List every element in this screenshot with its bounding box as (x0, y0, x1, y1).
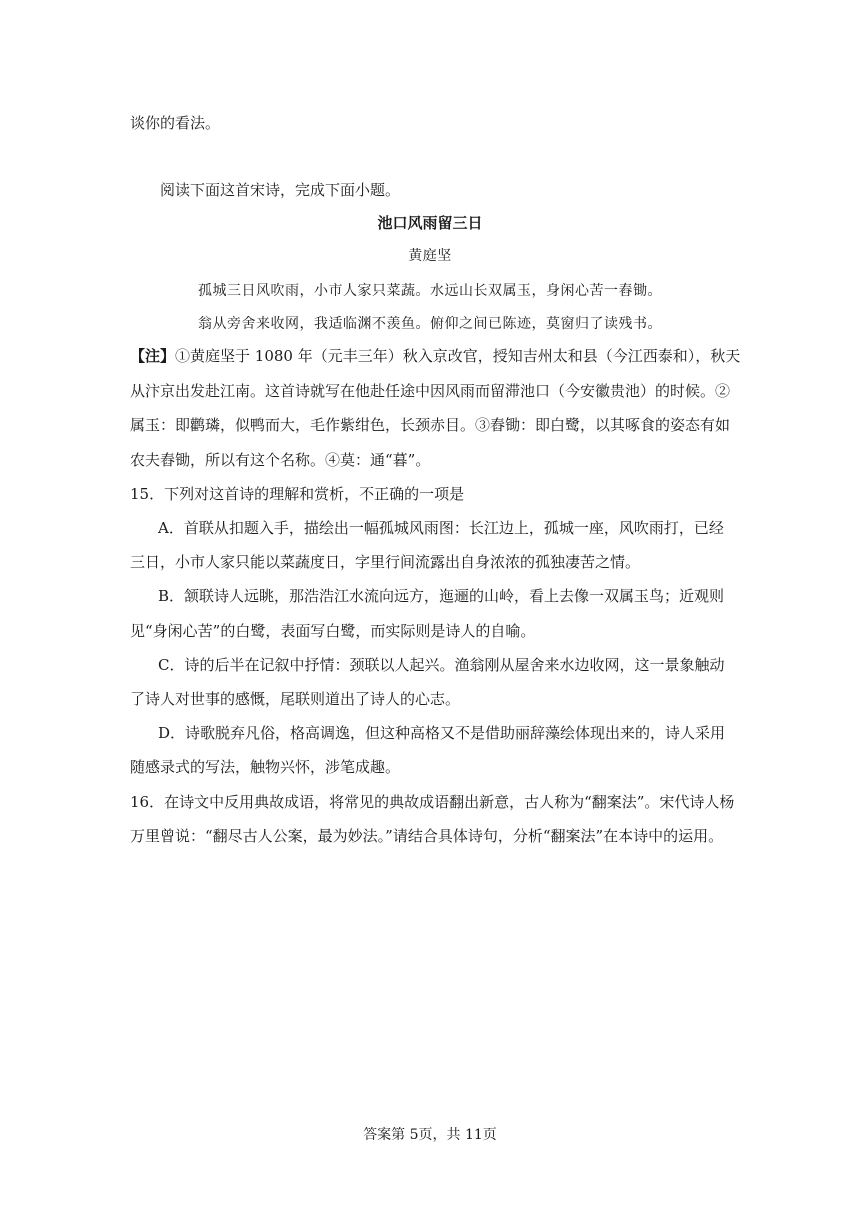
reading-instruction: 阅读下面这首宋诗，完成下面小题。 (160, 181, 401, 199)
poem-title: 池口风雨留三日 (377, 214, 483, 232)
intro-tail: 谈你的看法。 (130, 114, 221, 132)
q15-option-d-line-2: 随感录式的写法，触物兴怀，涉笔成趣。 (130, 758, 401, 776)
q15-option-b-line-2: 见“身闲心苦”的白鹭，表面写白鹭，而实际则是诗人的自喻。 (130, 622, 536, 640)
q15-option-a-line-2: 三日，小市人家只能以菜蔬度日，字里行间流露出自身浓浓的孤独凄苦之情。 (130, 553, 641, 571)
poem-author: 黄庭坚 (408, 248, 452, 264)
q15-option-a-line-1: A．首联从扣题入手，描绘出一幅孤城风雨图：长江边上，孤城一座，风吹雨打，已经 (158, 519, 724, 537)
q16-line-1: 16．在诗文中反用典故成语，将常见的典故成语翻出新意，古人称为“翻案法”。宋代诗人杨 (130, 793, 735, 811)
q16-line-2: 万里曾说：“翻尽古人公案，最为妙法。”请结合具体诗句，分析“翻案法”在本诗中的运用。 (130, 827, 724, 845)
q15-option-c-line-2: 了诗人对世事的感慨，尾联则道出了诗人的心志。 (130, 690, 461, 708)
note-line-3: 属玉：即鹳璘，似鸭而大，毛作紫绀色，长颈赤目。③舂锄：即白鹭，以其啄食的姿态有如 (130, 416, 731, 434)
note-line-1 (130, 346, 740, 366)
q15-option-b-line-1: B．颔联诗人远眺，那浩浩江水流向远方，迤逦的山岭，看上去像一双属玉鸟；近观则 (158, 587, 725, 605)
q15-stem: 15．下列对这首诗的理解和赏析，不正确的一项是 (130, 485, 465, 503)
q15-option-d-line-1: D．诗歌脱弃凡俗，格高调逸，但这种高格又不是借助丽辞藻绘体现出来的，诗人采用 (158, 724, 726, 742)
poem-line-1: 孤城三日风吹雨，小市人家只菜蔬。水远山长双属玉，身闲心苦一舂锄。 (198, 283, 662, 299)
page-footer: 答案第 5页，共 11页 (363, 1127, 497, 1143)
note-line-2: 从汴京出发赴江南。这首诗就写在他赴任途中因风雨而留滞池口（今安徽贵池）的时候。② (130, 382, 731, 400)
poem-line-2: 翁从旁舍来收网，我适临渊不羡鱼。俯仰之间已陈迹，莫窗归了读残书。 (198, 316, 662, 332)
note-tag: 【注】 (130, 347, 176, 365)
note-text-1: ①黄庭坚于 1080 年（元丰三年）秋入京改官，授知吉州太和县（今江西泰和），秋天 (175, 347, 741, 365)
q15-option-c-line-1: C．诗的后半在记叙中抒情：颈联以人起兴。渔翁刚从屋舍来水边收网，这一景象触动 (158, 656, 725, 674)
note-line-4: 农夫舂锄，所以有这个名称。④莫：通“暮”。 (130, 451, 431, 469)
